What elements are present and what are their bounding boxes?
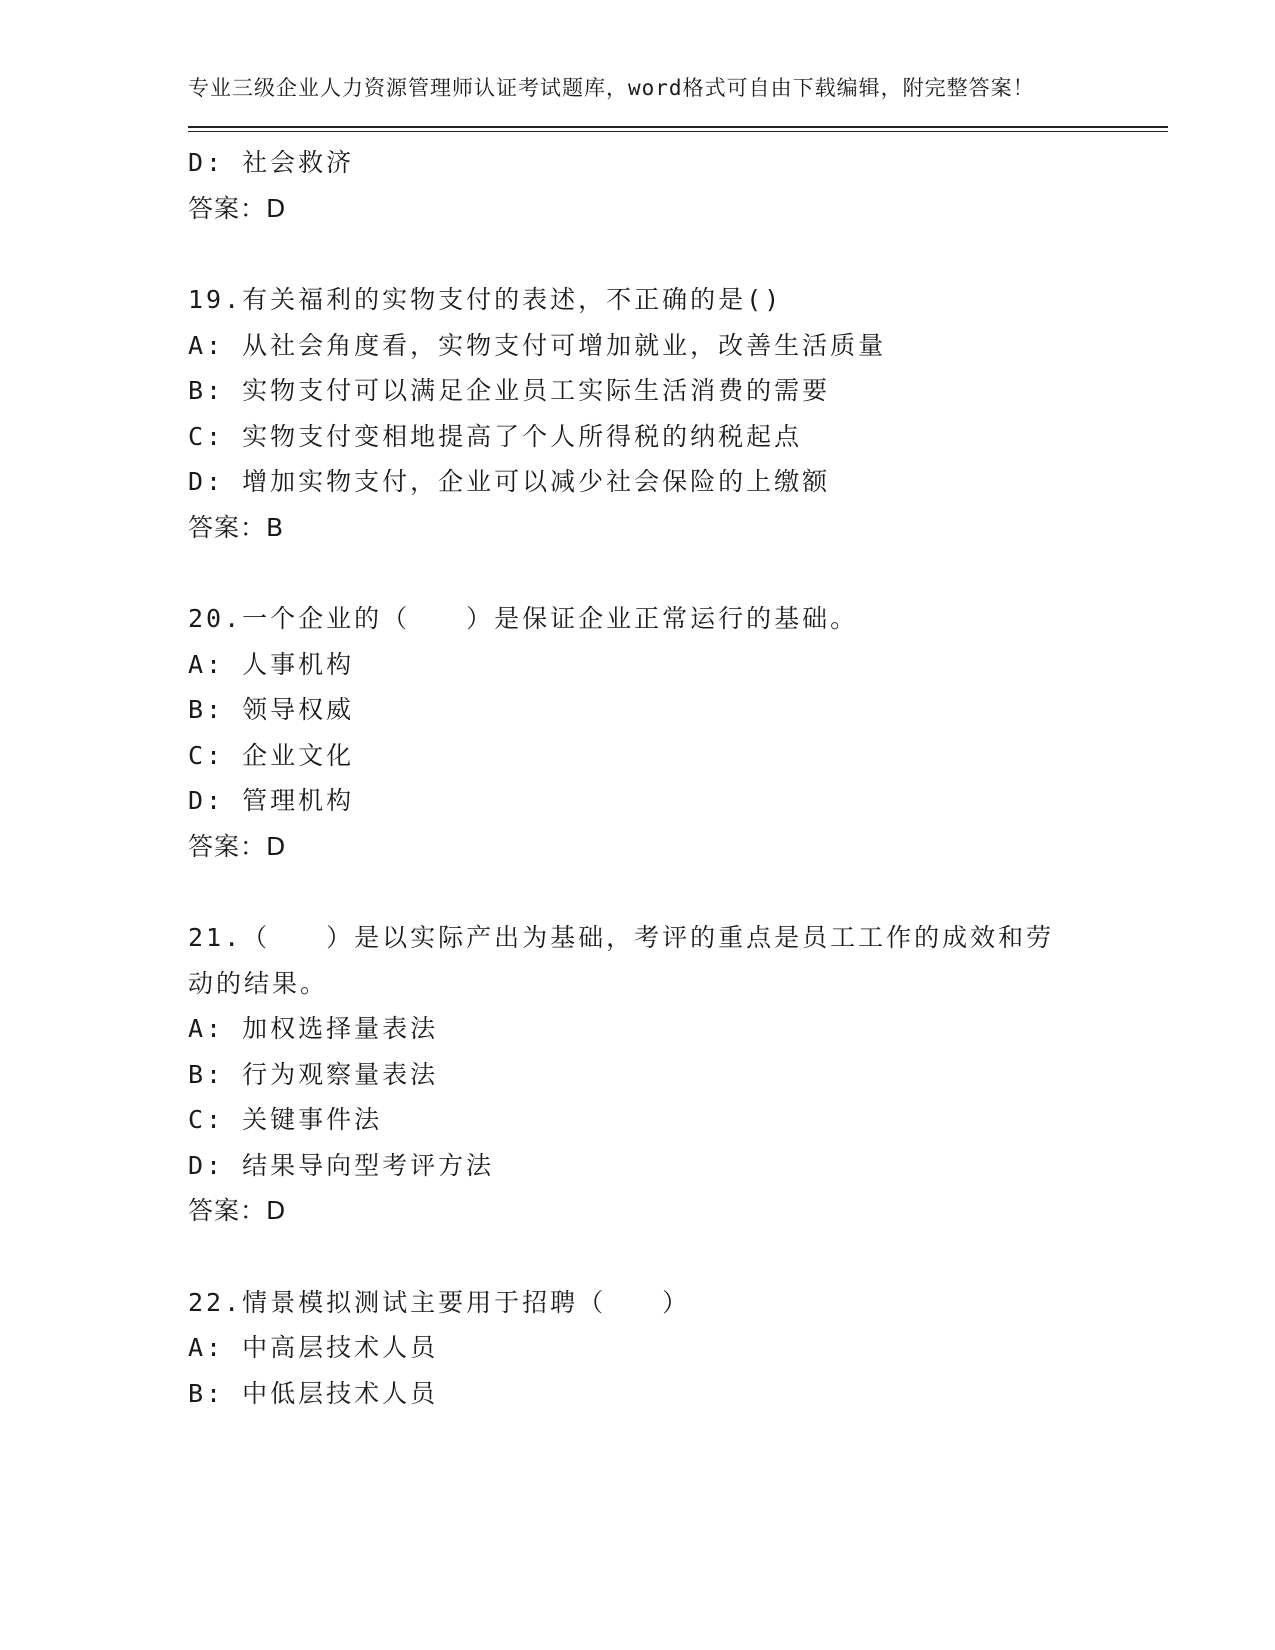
spacer <box>188 550 1173 596</box>
option-d: D: 管理机构 <box>188 786 355 815</box>
answer: 答案：D <box>188 193 287 223</box>
option-a: A: 从社会角度看，实物支付可增加就业，改善生活质量 <box>188 330 887 360</box>
question-list <box>188 140 1173 1416</box>
question-stem: 19.有关福利的实物支付的表述，不正确的是() <box>188 285 783 314</box>
option-a: A: 加权选择量表法 <box>188 1014 439 1043</box>
answer: 答案：D <box>188 831 287 861</box>
document-page <box>188 72 1173 1416</box>
spacer <box>188 231 1173 277</box>
header-divider <box>188 126 1168 132</box>
option-b: B: 中低层技术人员 <box>188 1378 439 1408</box>
option-b: B: 行为观察量表法 <box>188 1059 439 1089</box>
option-d: D: 社会救济 <box>188 148 355 177</box>
document-header: 专业三级企业人力资源管理师认证考试题库，word格式可自由下载编辑，附完整答案！ <box>188 76 1035 100</box>
question-21 <box>188 915 1173 1234</box>
question-19 <box>188 277 1173 550</box>
spacer <box>188 1234 1173 1280</box>
spacer <box>188 869 1173 915</box>
question-22 <box>188 1280 1173 1417</box>
option-d: D: 结果导向型考评方法 <box>188 1150 495 1180</box>
option-c: C: 实物支付变相地提高了个人所得税的纳税起点 <box>188 421 803 451</box>
option-d: D: 增加实物支付，企业可以减少社会保险的上缴额 <box>188 467 831 496</box>
question-stem: 22.情景模拟测试主要用于招聘（ ） <box>188 1287 691 1317</box>
option-a: A: 中高层技术人员 <box>188 1333 439 1362</box>
question-stem: 21.（ ）是以实际产出为基础，考评的重点是员工工作的成效和劳动的结果。 <box>188 923 1055 998</box>
option-c: C: 企业文化 <box>188 740 355 770</box>
option-b: B: 实物支付可以满足企业员工实际生活消费的需要 <box>188 376 831 405</box>
question-20 <box>188 596 1173 869</box>
answer: 答案：B <box>188 512 285 542</box>
option-a: A: 人事机构 <box>188 649 355 679</box>
question-stem: 20.一个企业的（ ）是保证企业正常运行的基础。 <box>188 604 859 633</box>
answer: 答案：D <box>188 1196 287 1225</box>
option-c: C: 关键事件法 <box>188 1105 383 1134</box>
option-b: B: 领导权威 <box>188 695 355 724</box>
prev-question-tail <box>188 140 1173 231</box>
